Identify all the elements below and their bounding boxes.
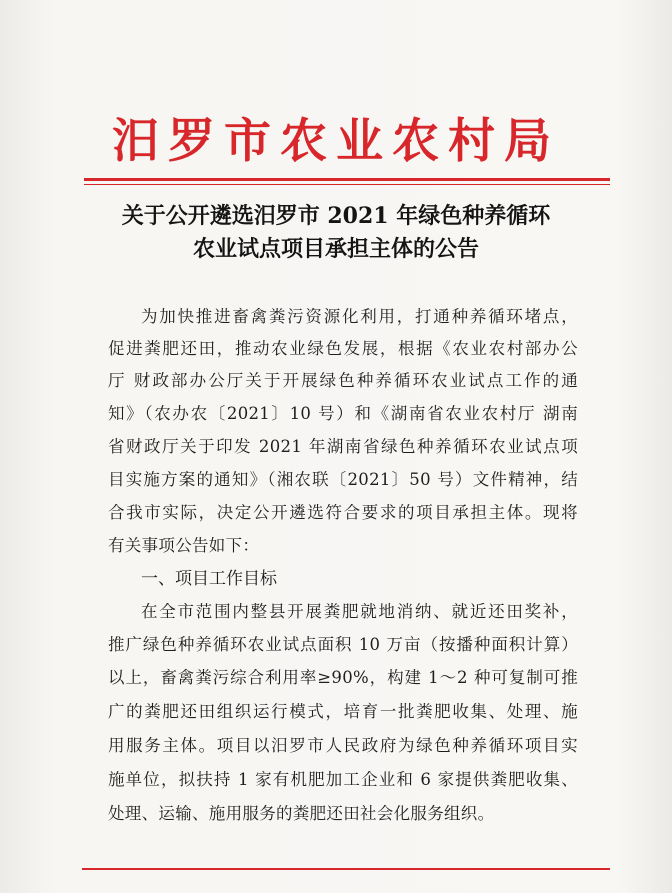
paragraph-1-line: 促进粪肥还田，推动农业绿色发展，根据《农业农村部办公 xyxy=(108,339,578,358)
paragraph-1-line: 知》（农办农〔2021〕10 号）和《湖南省农业农村厅 湖南 xyxy=(108,404,578,423)
paragraph-1-line: 有关事项公告如下： xyxy=(108,536,260,555)
footer-red-rule xyxy=(82,868,610,870)
section-1-line: 以上，畜禽粪污综合利用率≥90%，构建 1～2 种可复制可推 xyxy=(108,668,578,687)
paragraph-1-line: 厅 财政部办公厅关于开展绿色种养循环农业试点工作的通 xyxy=(108,371,578,390)
section-1-line: 处理、运输、施用服务的粪肥还田社会化服务组织。 xyxy=(108,804,495,823)
document-title-line-1: 关于公开遴选汨罗市 2021 年绿色种养循环 xyxy=(121,203,551,229)
section-1-line: 施单位，拟扶持 1 家有机肥加工企业和 6 家提供粪肥收集、 xyxy=(108,770,578,789)
paragraph-1-line: 合我市实际，决定公开遴选符合要求的项目承担主体。现将 xyxy=(108,503,578,522)
section-1-line: 推广绿色种养循环农业试点面积 10 万亩（按播种面积计算） xyxy=(108,635,578,654)
paragraph-1-line: 省财政厅关于印发 2021 年湖南省绿色种养循环农业试点项 xyxy=(108,437,578,456)
document-title-line-2: 农业试点项目承担主体的公告 xyxy=(192,236,479,262)
paragraph-1-line: 为加快推进畜禽粪污资源化利用，打通种养循环堵点， xyxy=(141,307,578,326)
section-1-line: 用服务主体。项目以汨罗市人民政府为绿色种养循环项目实 xyxy=(108,736,578,755)
paragraph-1-line: 目实施方案的通知》（湘农联〔2021〕50 号）文件精神，结 xyxy=(108,470,578,489)
letterhead-red-rule-thick xyxy=(84,178,610,181)
letterhead-red-rule-thin xyxy=(84,184,610,185)
section-1-line: 在全市范围内整县开展粪肥就地消纳、就近还田奖补， xyxy=(141,602,578,621)
section-1-heading: 一、项目工作目标 xyxy=(141,569,277,589)
org-letterhead-title: 汨罗市农业农村局 xyxy=(112,114,560,169)
section-1-line: 广的粪肥还田组织运行模式，培育一批粪肥收集、处理、施 xyxy=(108,702,578,721)
